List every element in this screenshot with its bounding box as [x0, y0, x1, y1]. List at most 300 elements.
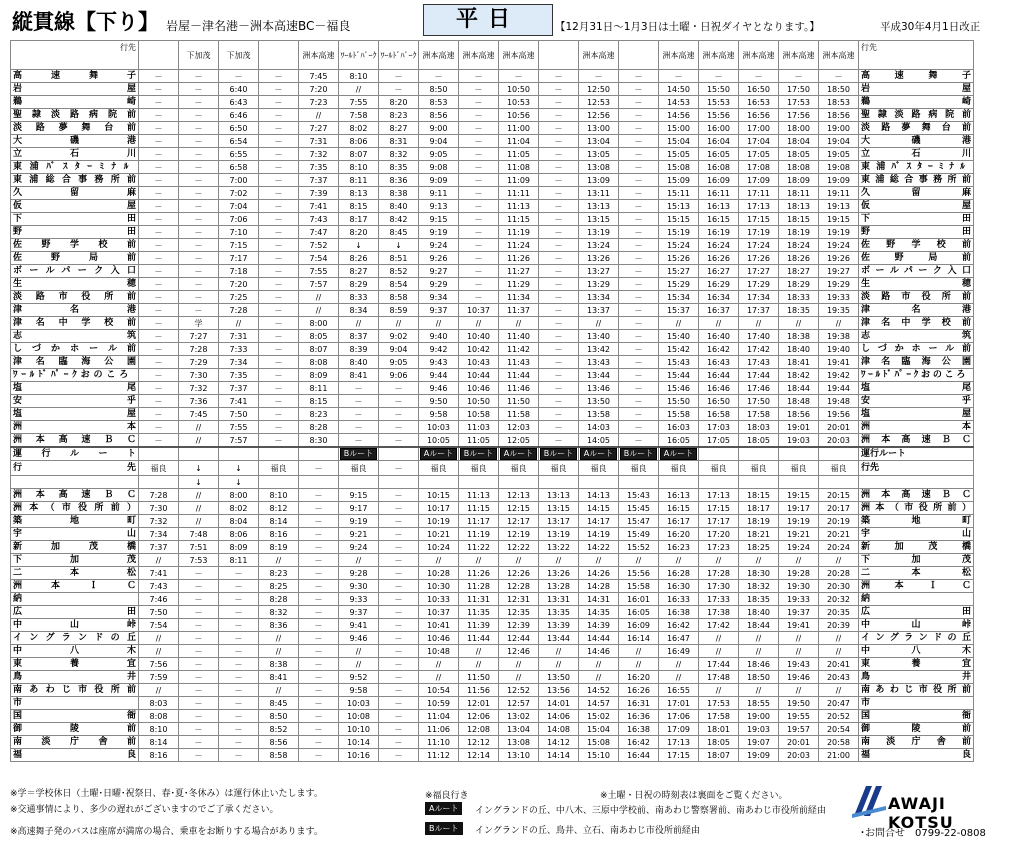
stop-name: 津名港: [11, 304, 139, 317]
time-cell: 7:36: [179, 395, 219, 408]
time-cell: 11:46: [499, 382, 539, 395]
time-cell: //: [819, 317, 859, 330]
time-cell: －: [619, 304, 659, 317]
time-cell: 11:27: [499, 265, 539, 278]
timetable-row: [11, 226, 974, 239]
time-cell: //: [459, 645, 499, 658]
time-cell: －: [459, 265, 499, 278]
time-cell: 8:15: [299, 395, 339, 408]
time-cell: 7:51: [179, 541, 219, 554]
time-cell: －: [459, 135, 499, 148]
time-cell: 18:56: [819, 109, 859, 122]
timetable-row: [11, 580, 974, 593]
time-cell: 9:15: [339, 489, 379, 502]
stop-name-right: 宇山: [859, 528, 974, 541]
time-cell: [579, 476, 619, 489]
time-cell: //: [139, 554, 179, 567]
time-cell: －: [539, 330, 579, 343]
time-cell: //: [499, 658, 539, 671]
time-cell: －: [379, 83, 419, 96]
stop-name-right: 中山峠: [859, 619, 974, 632]
time-cell: －: [379, 489, 419, 502]
time-cell: 15:53: [699, 96, 739, 109]
dest-label: 行先: [11, 461, 139, 476]
time-cell: 8:06: [339, 135, 379, 148]
time-cell: －: [179, 83, 219, 96]
time-cell: 9:15: [419, 213, 459, 226]
time-cell: 13:28: [539, 580, 579, 593]
time-cell: [499, 476, 539, 489]
time-cell: －: [539, 369, 579, 382]
stop-name-right: ﾜｰﾙﾄﾞﾊﾟｰｸおのころ: [859, 369, 974, 382]
time-cell: －: [179, 658, 219, 671]
timetable-row: [11, 593, 974, 606]
time-cell: 15:02: [579, 710, 619, 723]
time-cell: 17:58: [699, 710, 739, 723]
time-cell: 8:25: [259, 580, 299, 593]
time-cell: 8:19: [259, 541, 299, 554]
time-cell: [379, 476, 419, 489]
time-cell: 16:01: [619, 593, 659, 606]
time-cell: //: [739, 645, 779, 658]
time-cell: 7:02: [219, 187, 259, 200]
time-cell: 10:42: [459, 343, 499, 356]
time-cell: 12:15: [499, 502, 539, 515]
time-cell: 6:43: [219, 96, 259, 109]
time-cell: 18:24: [779, 239, 819, 252]
time-cell: 16:09: [699, 174, 739, 187]
time-cell: 16:28: [659, 567, 699, 580]
time-cell: －: [139, 265, 179, 278]
time-cell: －: [539, 304, 579, 317]
time-cell: 7:04: [219, 200, 259, 213]
time-cell: 11:17: [459, 515, 499, 528]
stop-name-right: 津名港: [859, 304, 974, 317]
dest-cell: 福良: [419, 461, 459, 476]
time-cell: 9:05: [379, 356, 419, 369]
time-cell: －: [539, 135, 579, 148]
time-cell: －: [139, 174, 179, 187]
stop-name-right: 鳥井: [859, 671, 974, 684]
route-label-right: 運行ルート: [859, 447, 974, 461]
time-cell: －: [139, 187, 179, 200]
time-cell: 9:24: [419, 239, 459, 252]
time-cell: 16:13: [699, 200, 739, 213]
column-destination: 洲本高速: [579, 41, 619, 70]
time-cell: 15:29: [659, 278, 699, 291]
time-cell: 14:17: [579, 515, 619, 528]
stop-name: 納: [11, 593, 139, 606]
time-cell: 11:34: [499, 291, 539, 304]
time-cell: 10:50: [459, 395, 499, 408]
time-cell: 18:46: [739, 658, 779, 671]
time-cell: 9:37: [419, 304, 459, 317]
time-cell: 14:08: [539, 723, 579, 736]
stop-name-right: 聖隷淡路病院前: [859, 109, 974, 122]
route-cell: [459, 447, 499, 461]
time-cell: 13:13: [539, 489, 579, 502]
time-cell: －: [619, 382, 659, 395]
timetable-row: [11, 723, 974, 736]
stop-name: 洲本: [11, 421, 139, 434]
time-cell: //: [779, 554, 819, 567]
time-cell: 10:16: [339, 749, 379, 762]
time-cell: //: [659, 671, 699, 684]
time-cell: －: [379, 684, 419, 697]
time-cell: 16:42: [659, 619, 699, 632]
time-cell: 16:31: [619, 697, 659, 710]
time-cell: 11:15: [499, 213, 539, 226]
stop-name-right: 津名中学校前: [859, 317, 974, 330]
time-cell: －: [139, 96, 179, 109]
time-cell: －: [259, 317, 299, 330]
time-cell: －: [299, 593, 339, 606]
time-cell: 18:19: [779, 226, 819, 239]
timetable-row: [11, 135, 974, 148]
time-cell: 16:58: [699, 408, 739, 421]
time-cell: 8:50: [259, 710, 299, 723]
time-cell: 7:17: [219, 252, 259, 265]
time-cell: 17:34: [739, 291, 779, 304]
route-cell: [539, 447, 579, 461]
time-cell: 18:33: [779, 291, 819, 304]
time-cell: //: [299, 304, 339, 317]
time-cell: 8:06: [219, 528, 259, 541]
timetable-row: [11, 554, 974, 567]
stop-name-right: 中八木: [859, 645, 974, 658]
time-cell: －: [219, 70, 259, 83]
time-cell: //: [299, 291, 339, 304]
time-cell: －: [459, 187, 499, 200]
time-cell: 19:15: [819, 213, 859, 226]
time-cell: －: [379, 632, 419, 645]
time-cell: 16:46: [699, 382, 739, 395]
time-cell: －: [579, 70, 619, 83]
time-cell: 7:59: [139, 671, 179, 684]
time-cell: 8:17: [339, 213, 379, 226]
time-cell: －: [539, 213, 579, 226]
time-cell: 8:07: [339, 148, 379, 161]
time-cell: 7:27: [299, 122, 339, 135]
time-cell: 15:50: [699, 83, 739, 96]
time-cell: 18:04: [779, 135, 819, 148]
time-cell: －: [459, 252, 499, 265]
time-cell: 17:26: [739, 252, 779, 265]
time-cell: 18:53: [819, 96, 859, 109]
time-cell: 20:19: [819, 515, 859, 528]
stop-name: 市: [11, 697, 139, 710]
time-cell: 11:13: [499, 200, 539, 213]
time-cell: －: [179, 161, 219, 174]
time-cell: －: [379, 697, 419, 710]
time-cell: －: [179, 135, 219, 148]
time-cell: 14:15: [579, 502, 619, 515]
time-cell: 10:17: [419, 502, 459, 515]
time-cell: －: [539, 252, 579, 265]
time-cell: 17:01: [659, 697, 699, 710]
dest-cell: 福良: [139, 461, 179, 476]
time-cell: －: [219, 632, 259, 645]
time-cell: 15:13: [659, 200, 699, 213]
time-cell: 8:23: [259, 567, 299, 580]
time-cell: //: [339, 554, 379, 567]
stop-name-right: 御陵前: [859, 723, 974, 736]
timetable-row: [11, 96, 974, 109]
time-cell: [339, 476, 379, 489]
time-cell: 8:59: [379, 304, 419, 317]
time-cell: 14:53: [659, 96, 699, 109]
time-cell: 8:36: [259, 619, 299, 632]
time-cell: 15:34: [659, 291, 699, 304]
stop-name-right: 納: [859, 593, 974, 606]
time-cell: －: [179, 619, 219, 632]
time-cell: 16:14: [619, 632, 659, 645]
stop-name: 淡路市役所前: [11, 291, 139, 304]
time-cell: 10:24: [419, 541, 459, 554]
route-badge: Aルート: [660, 448, 697, 460]
time-cell: 7:18: [219, 265, 259, 278]
time-cell: －: [139, 239, 179, 252]
column-destination: 下加茂: [219, 41, 259, 70]
timetable-row: [11, 619, 974, 632]
stop-name-right: 仮屋: [859, 200, 974, 213]
time-cell: 15:08: [579, 736, 619, 749]
time-cell: 8:04: [219, 515, 259, 528]
bus-destination-note: ※福良行き: [425, 791, 469, 801]
time-cell: //: [339, 317, 379, 330]
time-cell: 10:46: [459, 382, 499, 395]
time-cell: 13:26: [579, 252, 619, 265]
time-cell: 19:17: [779, 502, 819, 515]
time-cell: 8:35: [379, 161, 419, 174]
stop-name: ボールパーク入口: [11, 265, 139, 278]
time-cell: 17:15: [699, 502, 739, 515]
column-destination: 洲本高速: [499, 41, 539, 70]
route-cell: [499, 447, 539, 461]
stop-name-right: しづかホール前: [859, 343, 974, 356]
time-cell: 9:17: [339, 502, 379, 515]
time-cell: 14:35: [579, 606, 619, 619]
time-cell: －: [259, 96, 299, 109]
time-cell: －: [219, 567, 259, 580]
time-cell: 15:09: [659, 174, 699, 187]
time-cell: 9:28: [339, 567, 379, 580]
time-cell: 12:05: [499, 434, 539, 448]
time-cell: 19:41: [779, 619, 819, 632]
time-cell: 11:11: [499, 187, 539, 200]
time-cell: －: [619, 317, 659, 330]
time-cell: 18:26: [779, 252, 819, 265]
stop-name-right: 東浦ﾊﾞｽﾀｰﾐﾅﾙ: [859, 161, 974, 174]
time-cell: 11:04: [419, 710, 459, 723]
time-cell: 7:43: [299, 213, 339, 226]
time-cell: 9:24: [339, 541, 379, 554]
time-cell: 9:43: [419, 356, 459, 369]
time-cell: －: [139, 395, 179, 408]
time-cell: 10:41: [419, 619, 459, 632]
time-cell: 13:34: [579, 291, 619, 304]
route-b-description: イングランドの丘、鳥井、立石、南あわじ市役所前経由: [475, 826, 700, 836]
time-cell: 8:56: [259, 736, 299, 749]
stop-name: 佐野学校前: [11, 239, 139, 252]
stop-name: 中八木: [11, 645, 139, 658]
time-cell: 16:11: [699, 187, 739, 200]
time-cell: 18:29: [779, 278, 819, 291]
time-cell: 11:58: [499, 408, 539, 421]
time-cell: －: [379, 658, 419, 671]
time-cell: //: [699, 645, 739, 658]
time-cell: 7:37: [219, 382, 259, 395]
time-cell: 9:46: [419, 382, 459, 395]
time-cell: 10:03: [339, 697, 379, 710]
time-cell: 8:11: [299, 382, 339, 395]
stop-name-right: 南淡庁舎前: [859, 736, 974, 749]
time-cell: －: [139, 408, 179, 421]
time-cell: 17:38: [699, 606, 739, 619]
time-cell: －: [539, 96, 579, 109]
dest-cell: 福良: [459, 461, 499, 476]
time-cell: －: [139, 135, 179, 148]
time-cell: 8:41: [339, 369, 379, 382]
time-cell: 8:40: [379, 200, 419, 213]
time-cell: 6:50: [219, 122, 259, 135]
time-cell: 17:44: [739, 369, 779, 382]
time-cell: //: [299, 109, 339, 122]
time-cell: －: [179, 684, 219, 697]
time-cell: 19:11: [819, 187, 859, 200]
time-cell: －: [299, 697, 339, 710]
time-cell: 8:52: [259, 723, 299, 736]
timetable-row: [11, 382, 974, 395]
time-cell: 15:49: [619, 528, 659, 541]
time-cell: 15:19: [659, 226, 699, 239]
time-cell: 13:58: [579, 408, 619, 421]
time-cell: 12:53: [579, 96, 619, 109]
time-cell: －: [139, 109, 179, 122]
stop-name: 生穂: [11, 278, 139, 291]
time-cell: 20:17: [819, 502, 859, 515]
time-cell: －: [179, 252, 219, 265]
stop-name: 佐野局前: [11, 252, 139, 265]
time-cell: 7:55: [219, 421, 259, 434]
time-cell: 20:58: [819, 736, 859, 749]
time-cell: 10:48: [419, 645, 459, 658]
time-cell: －: [259, 161, 299, 174]
time-cell: 19:35: [819, 304, 859, 317]
time-cell: ↓: [339, 239, 379, 252]
time-cell: 14:22: [579, 541, 619, 554]
time-cell: 8:29: [339, 278, 379, 291]
route-badge: Aルート: [420, 448, 457, 460]
time-cell: 11:15: [459, 502, 499, 515]
time-cell: 7:31: [299, 135, 339, 148]
time-cell: 16:20: [659, 528, 699, 541]
time-cell: 16:37: [699, 304, 739, 317]
time-cell: －: [539, 343, 579, 356]
stop-name-right: 淡路夢舞台前: [859, 122, 974, 135]
time-cell: 6:40: [219, 83, 259, 96]
dest-cell: －: [379, 461, 419, 476]
time-cell: 8:28: [259, 593, 299, 606]
time-cell: 17:33: [699, 593, 739, 606]
time-cell: 16:42: [699, 343, 739, 356]
time-cell: //: [739, 684, 779, 697]
stop-name-right: 洲本高速ＢＣ: [859, 489, 974, 502]
time-cell: 8:08: [299, 356, 339, 369]
time-cell: //: [619, 554, 659, 567]
time-cell: 13:37: [579, 304, 619, 317]
time-cell: －: [259, 343, 299, 356]
time-cell: 13:56: [539, 684, 579, 697]
time-cell: //: [779, 684, 819, 697]
time-cell: 13:15: [539, 502, 579, 515]
stop-name-right: 高速舞子: [859, 70, 974, 83]
revision-date: 平成30年4月1日改正: [880, 21, 981, 33]
dest-cell: 福良: [579, 461, 619, 476]
time-cell: 8:36: [379, 174, 419, 187]
stop-name-right: 野田: [859, 226, 974, 239]
time-cell: 17:30: [699, 580, 739, 593]
time-cell: 8:53: [419, 96, 459, 109]
time-cell: 7:37: [139, 541, 179, 554]
stop-name: 東浦総合事務所前: [11, 174, 139, 187]
route-cell: [619, 447, 659, 461]
time-cell: //: [699, 317, 739, 330]
time-cell: //: [139, 632, 179, 645]
time-cell: 19:24: [819, 239, 859, 252]
time-cell: 7:28: [219, 304, 259, 317]
timetable-row: [11, 265, 974, 278]
time-cell: 14:52: [579, 684, 619, 697]
time-cell: 16:56: [739, 109, 779, 122]
time-cell: 7:56: [139, 658, 179, 671]
time-cell: 11:08: [499, 161, 539, 174]
time-cell: 17:05: [699, 434, 739, 448]
stop-name: 下加茂: [11, 554, 139, 567]
time-cell: 19:44: [819, 382, 859, 395]
time-cell: 13:42: [579, 343, 619, 356]
time-cell: －: [619, 122, 659, 135]
column-destination: 洲本高速: [419, 41, 459, 70]
time-cell: 8:38: [379, 187, 419, 200]
column-destination: [619, 41, 659, 70]
time-cell: 8:05: [299, 330, 339, 343]
time-cell: 21:00: [819, 749, 859, 762]
timetable-row: [11, 317, 974, 330]
time-cell: －: [539, 395, 579, 408]
time-cell: －: [459, 109, 499, 122]
timetable-row: [11, 304, 974, 317]
time-cell: 11:44: [459, 632, 499, 645]
holiday-timetable-note: ※土曜・日祝の時刻表は裏面をご覧ください。: [600, 791, 788, 801]
time-cell: 19:55: [779, 710, 819, 723]
time-cell: 8:52: [379, 265, 419, 278]
company-name: AWAJI KOTSU: [888, 794, 954, 832]
time-cell: 14:39: [579, 619, 619, 632]
time-cell: 7:10: [219, 226, 259, 239]
time-cell: －: [459, 83, 499, 96]
time-cell: 18:42: [779, 369, 819, 382]
time-cell: 8:20: [379, 96, 419, 109]
stop-name-right: 大磯港: [859, 135, 974, 148]
company-logo: [852, 784, 1012, 832]
timetable: [10, 40, 974, 762]
time-cell: 16:55: [659, 684, 699, 697]
time-cell: －: [619, 109, 659, 122]
time-cell: 13:35: [539, 606, 579, 619]
time-cell: 12:13: [499, 489, 539, 502]
time-cell: 18:21: [739, 528, 779, 541]
